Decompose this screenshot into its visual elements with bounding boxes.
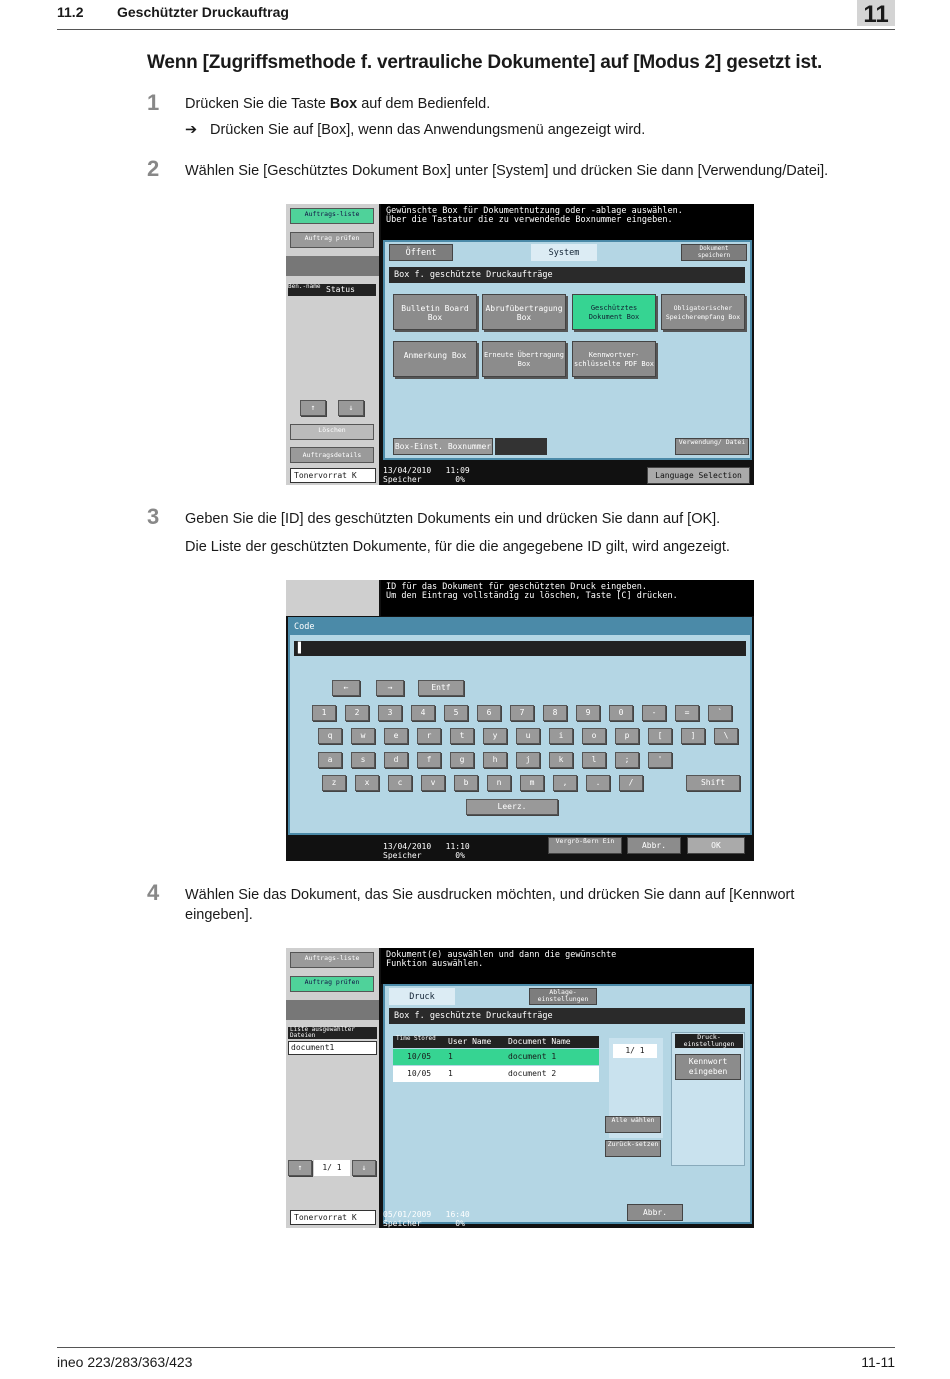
- main-area: [383, 984, 752, 1224]
- bulletin-board-box-button[interactable]: Bulletin Board Box: [393, 294, 477, 330]
- check-job-button[interactable]: Auftrag prüfen: [290, 232, 374, 248]
- table-row[interactable]: 10/05 1 document 2: [393, 1066, 599, 1082]
- mandatory-memory-rx-box-button[interactable]: Obligatorischer Speicherempfang Box: [661, 294, 745, 330]
- key-row1-7[interactable]: 8: [543, 705, 567, 721]
- job-list-button[interactable]: Auftrags-liste: [290, 208, 374, 224]
- box-settings-button[interactable]: Box-Einst. Boxnummer: [393, 438, 493, 455]
- key-row2-4[interactable]: t: [450, 728, 474, 744]
- reset-button[interactable]: Zurück-setzen: [605, 1140, 661, 1157]
- key-row4-5[interactable]: n: [487, 775, 511, 791]
- status-date-time: 13/04/2010 11:09 Speicher 0%: [383, 466, 470, 484]
- document-table: [393, 1036, 599, 1086]
- cancel-button[interactable]: Abbr.: [627, 837, 681, 854]
- delete-key[interactable]: Entf: [418, 680, 464, 696]
- arrow-up-icon[interactable]: ↑: [300, 400, 326, 416]
- table-header: [393, 1036, 599, 1048]
- box-category-bar: Box f. geschützte Druckaufträge: [389, 267, 745, 283]
- code-input[interactable]: ▌: [294, 641, 746, 656]
- tab-open[interactable]: Öffent: [389, 244, 453, 261]
- key-row1-3[interactable]: 4: [411, 705, 435, 721]
- step-text: Geben Sie die [ID] des geschützten Dokuments ein und drücken Sie dann auf [OK].: [185, 511, 721, 527]
- key-row1-5[interactable]: 6: [477, 705, 501, 721]
- key-row3-7[interactable]: k: [549, 752, 573, 768]
- tab-save-document[interactable]: Dokument speichern: [681, 244, 747, 261]
- retransmission-box-button[interactable]: Erneute Übertragung Box: [482, 341, 566, 377]
- table-row[interactable]: 10/05 1 document 1: [393, 1049, 599, 1065]
- left-panel: [286, 204, 379, 485]
- arrow-right-icon[interactable]: →: [376, 680, 404, 696]
- key-row4-7[interactable]: ,: [553, 775, 577, 791]
- enlarge-button[interactable]: Vergrö-ßern Ein: [548, 837, 622, 854]
- key-row1-9[interactable]: 0: [609, 705, 633, 721]
- key-row2-3[interactable]: r: [417, 728, 441, 744]
- screen-message: Gewünschte Box für Dokumentnutzung oder -ablage auswählen. Über die Tastatur die zu verwendende Boxnummer eingeben.: [381, 204, 754, 240]
- key-row4-8[interactable]: .: [586, 775, 610, 791]
- language-selection-button[interactable]: Language Selection: [647, 467, 750, 484]
- key-row2-9[interactable]: p: [615, 728, 639, 744]
- key-row3-3[interactable]: f: [417, 752, 441, 768]
- key-row1-1[interactable]: 2: [345, 705, 369, 721]
- key-row2-7[interactable]: i: [549, 728, 573, 744]
- status-date-time: 13/04/2010 11:10 Speicher 0%: [383, 842, 470, 860]
- key-row4-2[interactable]: c: [388, 775, 412, 791]
- key-row3-10[interactable]: ': [648, 752, 672, 768]
- status-date-time: 05/01/2009 16:40 Speicher 0%: [383, 1210, 470, 1228]
- print-settings-label: Druck-einstellungen: [675, 1034, 743, 1048]
- page-header: [57, 0, 895, 30]
- col-user-name: User Name: [448, 1037, 492, 1046]
- key-row3-6[interactable]: j: [516, 752, 540, 768]
- step-number: 2: [147, 156, 160, 181]
- step-number: 3: [147, 504, 160, 529]
- arrow-down-icon[interactable]: ↓: [338, 400, 364, 416]
- main-area: [383, 240, 752, 460]
- key-row1-0[interactable]: 1: [312, 705, 336, 721]
- step-number: 1: [147, 90, 160, 115]
- arrow-down-icon[interactable]: ↓: [352, 1160, 376, 1176]
- arrow-left-icon[interactable]: ←: [332, 680, 360, 696]
- page-footer: [57, 1347, 895, 1370]
- footer-model: ineo 223/283/363/423: [57, 1354, 193, 1370]
- selected-files-header: Liste ausgewählter Dateien: [288, 1027, 377, 1039]
- col-name-header: Ben.-name: [288, 284, 324, 296]
- col-document-name: Document Name: [508, 1037, 571, 1046]
- footer-page: 11-11: [861, 1354, 895, 1370]
- step-text: Wählen Sie [Geschütztes Dokument Box] unter [System] und drücken Sie dann [Verwendung/Datei].: [185, 163, 829, 179]
- key-row3-2[interactable]: d: [384, 752, 408, 768]
- key-row4-1[interactable]: x: [355, 775, 379, 791]
- enter-password-button[interactable]: Kennwort eingeben: [675, 1054, 741, 1080]
- step-text: Drücken Sie die Taste Box auf dem Bedienfeld.: [185, 96, 491, 112]
- tab-filing-settings[interactable]: Ablage-einstellungen: [529, 988, 597, 1005]
- screenshot-document-list: [286, 948, 754, 1228]
- delete-button[interactable]: Löschen: [290, 424, 374, 440]
- key-row1-12[interactable]: `: [708, 705, 732, 721]
- col-status-header: Status: [324, 284, 376, 296]
- step-number: 4: [147, 880, 160, 905]
- polling-box-button[interactable]: Abrufübertragung Box: [482, 294, 566, 330]
- select-all-button[interactable]: Alle wählen: [605, 1116, 661, 1133]
- page-indicator: 1/ 1: [314, 1160, 350, 1176]
- screen-message: Dokument(e) auswählen und dann die gewünschte Funktion auswählen.: [381, 948, 754, 984]
- key-row2-12[interactable]: \: [714, 728, 738, 744]
- box-number-input[interactable]: [495, 438, 547, 455]
- chapter-number: 11: [857, 0, 895, 26]
- key-row4-9[interactable]: /: [619, 775, 643, 791]
- key-row2-6[interactable]: u: [516, 728, 540, 744]
- screenshot-id-keyboard: [286, 580, 754, 861]
- key-row1-8[interactable]: 9: [576, 705, 600, 721]
- key-row1-6[interactable]: 7: [510, 705, 534, 721]
- use-file-button[interactable]: Verwendung/ Datei: [675, 438, 749, 455]
- secure-document-box-button[interactable]: Geschütztes Dokument Box: [572, 294, 656, 330]
- key-row3-9[interactable]: ;: [615, 752, 639, 768]
- check-job-button[interactable]: Auftrag prüfen: [290, 976, 374, 992]
- space-key[interactable]: Leerz.: [466, 799, 558, 815]
- key-row4-3[interactable]: v: [421, 775, 445, 791]
- job-details-button[interactable]: Auftragsdetails: [290, 447, 374, 463]
- screen-message: ID für das Dokument für geschützten Druck eingeben. Um den Eintrag vollständig zu löschen, Taste [C] drücken.: [381, 580, 754, 616]
- key-row1-11[interactable]: =: [675, 705, 699, 721]
- selected-file-item[interactable]: document1: [288, 1041, 377, 1055]
- keyboard-area: [288, 617, 752, 835]
- tab-print[interactable]: Druck: [389, 988, 455, 1005]
- section-title: Geschützter Druckauftrag: [117, 4, 289, 20]
- job-list-button[interactable]: Auftrags-liste: [290, 952, 374, 968]
- screenshot-box-selection: [286, 204, 754, 485]
- step-subtext: Die Liste der geschützten Dokumente, für die die angegebene ID gilt, wird angezeigt.: [185, 539, 730, 555]
- left-panel: [286, 948, 379, 1228]
- key-row2-5[interactable]: y: [483, 728, 507, 744]
- key-row2-0[interactable]: q: [318, 728, 342, 744]
- arrow-icon: ➔: [185, 122, 198, 138]
- key-row3-5[interactable]: h: [483, 752, 507, 768]
- toner-indicator: Tonervorrat K: [290, 468, 376, 483]
- step-subtext: Drücken Sie auf [Box], wenn das Anwendungsmenü angezeigt wird.: [210, 122, 646, 138]
- key-row1-10[interactable]: -: [642, 705, 666, 721]
- encrypted-pdf-box-button[interactable]: Kennwortver-schlüsselte PDF Box: [572, 341, 656, 377]
- box-category-bar: Box f. geschützte Druckaufträge: [389, 1008, 745, 1024]
- key-row2-11[interactable]: ]: [681, 728, 705, 744]
- key-row1-4[interactable]: 5: [444, 705, 468, 721]
- key-row2-8[interactable]: o: [582, 728, 606, 744]
- key-row2-1[interactable]: w: [351, 728, 375, 744]
- key-row1-2[interactable]: 3: [378, 705, 402, 721]
- key-row4-0[interactable]: z: [322, 775, 346, 791]
- key-row3-8[interactable]: l: [582, 752, 606, 768]
- section-number: 11.2: [57, 4, 84, 20]
- arrow-up-icon[interactable]: ↑: [288, 1160, 312, 1176]
- key-row3-4[interactable]: g: [450, 752, 474, 768]
- key-row4-4[interactable]: b: [454, 775, 478, 791]
- tab-system[interactable]: System: [531, 244, 597, 261]
- cancel-button[interactable]: Abbr.: [627, 1204, 683, 1221]
- key-row2-2[interactable]: e: [384, 728, 408, 744]
- key-row2-10[interactable]: [: [648, 728, 672, 744]
- key-row3-0[interactable]: a: [318, 752, 342, 768]
- annotation-box-button[interactable]: Anmerkung Box: [393, 341, 477, 377]
- key-row3-1[interactable]: s: [351, 752, 375, 768]
- key-row4-6[interactable]: m: [520, 775, 544, 791]
- code-label: Code: [290, 619, 750, 635]
- step-text: Wählen Sie das Dokument, das Sie ausdrucken möchten, und drücken Sie dann auf [Kennwort eingeben].: [185, 887, 795, 923]
- ok-button[interactable]: OK: [687, 837, 745, 854]
- col-time-stored: Time Stored: [396, 1035, 436, 1042]
- shift-key[interactable]: Shift: [686, 775, 740, 791]
- page-heading: Wenn [Zugriffsmethode f. vertrauliche Dokumente] auf [Modus 2] gesetzt ist.: [147, 52, 823, 73]
- page-indicator: 1/ 1: [613, 1044, 657, 1058]
- toner-indicator: Tonervorrat K: [290, 1210, 376, 1225]
